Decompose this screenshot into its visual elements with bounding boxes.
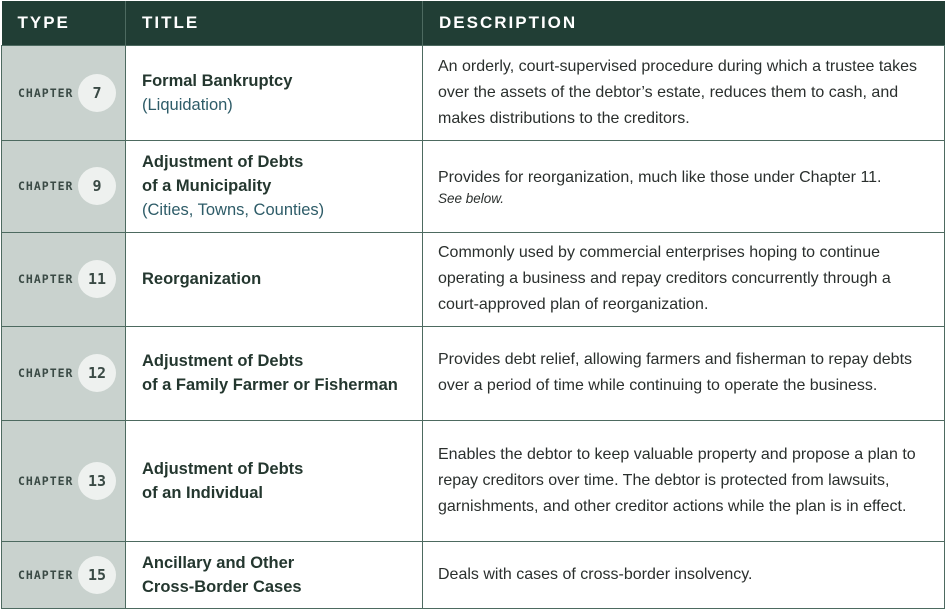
chapter-number-badge: 11: [78, 260, 116, 298]
description-text: An orderly, court-supervised procedure during which a trustee takes over the assets of the debtor’s estate, reduces them to cash, and makes distributions to the creditors.: [438, 57, 918, 127]
table-row: [2, 45, 945, 140]
table-row: [2, 420, 945, 541]
title-cell: [126, 326, 423, 420]
description-cell: [423, 232, 945, 326]
title-cell: [126, 420, 423, 541]
title-line: of a Municipality: [142, 177, 272, 195]
table-row: [2, 541, 945, 608]
title-cell: [126, 541, 423, 608]
title-line: Adjustment of Debts: [142, 459, 304, 478]
header-title: TITLE: [126, 1, 423, 45]
description-text: Provides debt relief, allowing farmers and fisherman to repay debts over a period of time while continuing to operate the business.: [438, 351, 913, 394]
description-text: Commonly used by commercial enterprises hoping to continue operating a business and repay creditors concurrently through a court-approved plan of reorganization.: [438, 244, 891, 313]
chapter-number-badge: 7: [78, 74, 116, 112]
title-subtitle: (Liquidation): [142, 95, 233, 114]
header-type: TYPE: [2, 1, 126, 45]
title-line: of an Individual: [142, 483, 264, 502]
chapter-number-badge: 15: [78, 556, 116, 594]
title-line: of a Family Farmer or Fisherman: [142, 376, 398, 394]
chapter-label: CHAPTER: [18, 366, 74, 380]
description-cell: [423, 45, 945, 140]
bankruptcy-chapters-table: [1, 1, 945, 609]
description-cell: [423, 420, 945, 541]
table-row: [2, 232, 945, 326]
description-cell: [423, 140, 945, 232]
chapter-label: CHAPTER: [18, 179, 74, 193]
description-cell: [423, 326, 945, 420]
description-text: Provides for reorganization, much like those under Chapter 11.: [438, 169, 882, 186]
description-text: Deals with cases of cross-border insolvency.: [438, 565, 753, 583]
chapter-number-badge: 12: [78, 354, 116, 392]
chapter-number-badge: 9: [78, 167, 116, 205]
header-description: DESCRIPTION: [423, 1, 945, 45]
type-cell: [2, 541, 126, 608]
title-line: Adjustment of Debts: [142, 153, 304, 171]
type-cell: [2, 420, 126, 541]
title-cell: [126, 232, 423, 326]
type-cell: [2, 45, 126, 140]
type-cell: [2, 140, 126, 232]
title-line: Adjustment of Debts: [142, 352, 304, 370]
chapter-number-badge: 13: [78, 462, 116, 500]
table-header: [2, 1, 945, 45]
title-line: Cross-Border Cases: [142, 577, 302, 596]
type-cell: [2, 326, 126, 420]
title-line: Formal Bankruptcy: [142, 71, 293, 90]
title-cell: [126, 140, 423, 232]
title-cell: [126, 45, 423, 140]
table-row: [2, 140, 945, 232]
chapter-label: CHAPTER: [18, 272, 74, 286]
chapter-label: CHAPTER: [18, 567, 74, 582]
description-note: See below.: [438, 191, 505, 206]
chapter-label: CHAPTER: [18, 85, 74, 100]
title-line: Ancillary and Other: [142, 553, 295, 572]
description-text: Enables the debtor to keep valuable property and propose a plan to repay creditors over time. The debtor is protected from lawsuits, garnishments, and other creditor actions while the plan is in effect.: [438, 445, 916, 515]
description-cell: [423, 541, 945, 608]
title-subtitle: (Cities, Towns, Counties): [142, 201, 325, 219]
table-row: [2, 326, 945, 420]
chapter-label: CHAPTER: [18, 473, 74, 488]
type-cell: [2, 232, 126, 326]
title-line: Reorganization: [142, 270, 262, 288]
